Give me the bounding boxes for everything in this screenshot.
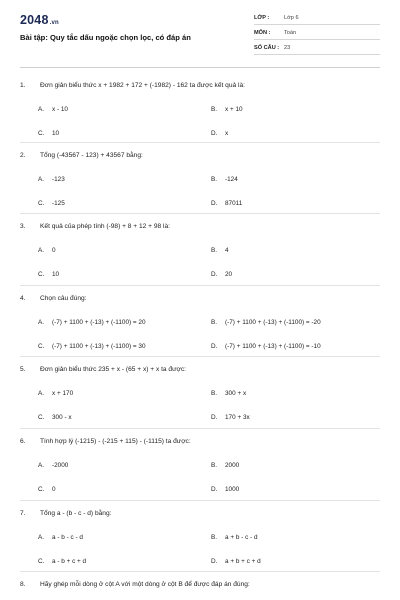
options-row <box>20 533 380 543</box>
option-letter: B. <box>211 462 218 469</box>
option-letter: D. <box>211 343 218 350</box>
option-text: a - b - c - d <box>52 534 83 541</box>
question-prompt: Tính hợp lý (-1215) - (-215 + 115) - (-1115) ta được: <box>40 438 191 445</box>
options-row <box>20 557 380 567</box>
question-divider <box>20 213 380 214</box>
option-letter: B. <box>211 247 218 254</box>
option-a[interactable] <box>38 175 65 185</box>
option-c[interactable] <box>38 199 65 209</box>
option-text: 300 + x <box>225 390 247 397</box>
option-text: (-7) + 1100 + (-13) + (-1100) = 30 <box>52 343 146 350</box>
question-prompt: Đơn giản biểu thức 235 + x - (65 + x) + x ta được: <box>40 366 186 373</box>
meta-subject <box>254 29 380 40</box>
question-text <box>20 580 380 590</box>
option-letter: D. <box>211 414 218 421</box>
option-d[interactable] <box>211 485 239 495</box>
question-text <box>20 151 380 161</box>
option-b[interactable] <box>211 318 321 328</box>
option-letter: B. <box>211 534 218 541</box>
options-row <box>20 389 380 399</box>
option-letter: C. <box>38 486 45 493</box>
meta-count-label: SỐ CÂU : <box>254 45 280 51</box>
question-number: 7. <box>20 510 26 517</box>
question-number: 4. <box>20 295 26 302</box>
question-divider <box>20 571 380 572</box>
option-letter: C. <box>38 414 45 421</box>
option-text: 10 <box>52 130 60 137</box>
option-text: 300 - x <box>52 414 72 421</box>
question-divider <box>20 142 380 143</box>
option-text: (-7) + 1100 + (-13) + (-1100) = 20 <box>52 319 146 326</box>
meta-grade-value: Lớp 6 <box>284 15 299 21</box>
question-divider <box>20 500 380 501</box>
meta-subject-value: Toán <box>284 30 297 36</box>
question-number: 2. <box>20 152 26 159</box>
question-number: 5. <box>20 366 26 373</box>
option-letter: C. <box>38 343 45 350</box>
option-b[interactable] <box>211 389 246 399</box>
option-letter: C. <box>38 558 45 565</box>
option-letter: A. <box>38 176 45 183</box>
question-text <box>20 222 380 232</box>
options-row <box>20 485 380 495</box>
question-prompt: Tổng (-43567 - 123) + 43567 bằng: <box>40 152 143 159</box>
option-c[interactable] <box>38 413 72 423</box>
option-text: 20 <box>225 271 233 278</box>
logo-suffix: .vn <box>49 20 59 26</box>
option-text: x + 10 <box>225 106 243 113</box>
option-c[interactable] <box>38 557 86 567</box>
option-d[interactable] <box>211 129 228 139</box>
option-letter: B. <box>211 176 218 183</box>
option-b[interactable] <box>211 533 258 543</box>
option-letter: A. <box>38 319 45 326</box>
option-text: (-7) + 1100 + (-13) + (-1100) = -10 <box>225 343 321 350</box>
option-text: 1000 <box>225 486 240 493</box>
question-1 <box>20 81 380 139</box>
option-b[interactable] <box>211 246 229 256</box>
option-d[interactable] <box>211 342 321 352</box>
option-letter: A. <box>38 462 45 469</box>
meta-count-value: 23 <box>284 45 291 51</box>
question-text <box>20 509 380 519</box>
option-a[interactable] <box>38 533 83 543</box>
option-d[interactable] <box>211 557 261 567</box>
option-letter: C. <box>38 200 45 207</box>
options-row <box>20 199 380 209</box>
question-prompt: Chọn câu đúng: <box>40 295 87 302</box>
header-divider <box>20 67 380 68</box>
option-letter: D. <box>211 130 218 137</box>
option-letter: D. <box>211 271 218 278</box>
option-text: -123 <box>52 176 65 183</box>
options-row <box>20 246 380 256</box>
question-3 <box>20 222 380 280</box>
option-c[interactable] <box>38 129 59 139</box>
option-text: 10 <box>52 271 60 278</box>
meta-grade <box>254 14 380 25</box>
option-text: 0 <box>52 486 56 493</box>
question-number: 8. <box>20 581 26 588</box>
option-text: x - 10 <box>52 106 68 113</box>
option-a[interactable] <box>38 389 73 399</box>
logo-text: 2048 <box>20 13 49 27</box>
option-letter: D. <box>211 486 218 493</box>
options-row <box>20 129 380 139</box>
meta-count <box>254 44 380 55</box>
option-letter: C. <box>38 271 45 278</box>
option-text: 0 <box>52 247 56 254</box>
options-row <box>20 270 380 280</box>
option-letter: B. <box>211 106 218 113</box>
option-text: 2000 <box>225 462 240 469</box>
question-2 <box>20 151 380 209</box>
question-number: 6. <box>20 438 26 445</box>
question-text <box>20 365 380 375</box>
question-divider <box>20 428 380 429</box>
option-c[interactable] <box>38 342 146 352</box>
option-letter: B. <box>211 319 218 326</box>
option-c[interactable] <box>38 270 59 280</box>
option-text: -125 <box>52 200 65 207</box>
option-letter: D. <box>211 200 218 207</box>
question-prompt: Hãy ghép mỗi dòng ở cột A với một dòng ở cột B để được đáp án đúng: <box>40 581 250 588</box>
question-7 <box>20 509 380 567</box>
option-text: 87011 <box>225 200 243 207</box>
question-text <box>20 437 380 447</box>
option-text: (-7) + 1100 + (-13) + (-1100) = -20 <box>225 319 321 326</box>
option-text: x <box>225 130 229 137</box>
option-letter: D. <box>211 558 218 565</box>
question-divider <box>20 285 380 286</box>
question-number: 3. <box>20 223 26 230</box>
option-text: a + b + c + d <box>225 558 261 565</box>
options-row <box>20 175 380 185</box>
option-letter: A. <box>38 106 45 113</box>
option-letter: C. <box>38 130 45 137</box>
meta-grade-label: LỚP : <box>254 15 270 21</box>
question-divider <box>20 356 380 357</box>
worksheet-header <box>0 0 400 66</box>
option-b[interactable] <box>211 461 239 471</box>
option-letter: B. <box>211 390 218 397</box>
options-row <box>20 342 380 352</box>
page-title: Bài tập: Quy tắc dấu ngoặc chọn lọc, có đáp án <box>20 33 191 42</box>
option-d[interactable] <box>211 199 242 209</box>
question-8 <box>20 580 380 590</box>
question-6 <box>20 437 380 495</box>
option-a[interactable] <box>38 246 56 256</box>
question-text <box>20 81 380 91</box>
site-logo[interactable] <box>20 13 59 27</box>
options-row <box>20 461 380 471</box>
option-a[interactable] <box>38 105 68 115</box>
option-text: -124 <box>225 176 238 183</box>
question-text <box>20 294 380 304</box>
option-letter: A. <box>38 390 45 397</box>
question-5 <box>20 365 380 423</box>
question-prompt: Tổng a - (b - c - d) bằng: <box>40 510 112 517</box>
question-number: 1. <box>20 82 26 89</box>
option-text: 4 <box>225 247 229 254</box>
option-b[interactable] <box>211 105 243 115</box>
question-prompt: Đơn giản biểu thức x + 1982 + 172 + (-1982) - 162 ta được kết quả là: <box>40 82 245 89</box>
question-prompt: Kết quả của phép tính (-98) + 8 + 12 + 98 là: <box>40 223 170 230</box>
option-text: a - b + c + d <box>52 558 87 565</box>
option-a[interactable] <box>38 461 68 471</box>
option-text: x + 170 <box>52 390 74 397</box>
option-text: 170 + 3x <box>225 414 250 421</box>
option-a[interactable] <box>38 318 146 328</box>
option-d[interactable] <box>211 413 250 423</box>
option-letter: A. <box>38 247 45 254</box>
option-d[interactable] <box>211 270 232 280</box>
option-c[interactable] <box>38 485 56 495</box>
options-row <box>20 318 380 328</box>
options-row <box>20 105 380 115</box>
question-4 <box>20 294 380 352</box>
options-row <box>20 413 380 423</box>
option-letter: A. <box>38 534 45 541</box>
option-text: -2000 <box>52 462 69 469</box>
meta-subject-label: MÔN : <box>254 30 271 36</box>
option-b[interactable] <box>211 175 238 185</box>
option-text: a + b - c - d <box>225 534 258 541</box>
